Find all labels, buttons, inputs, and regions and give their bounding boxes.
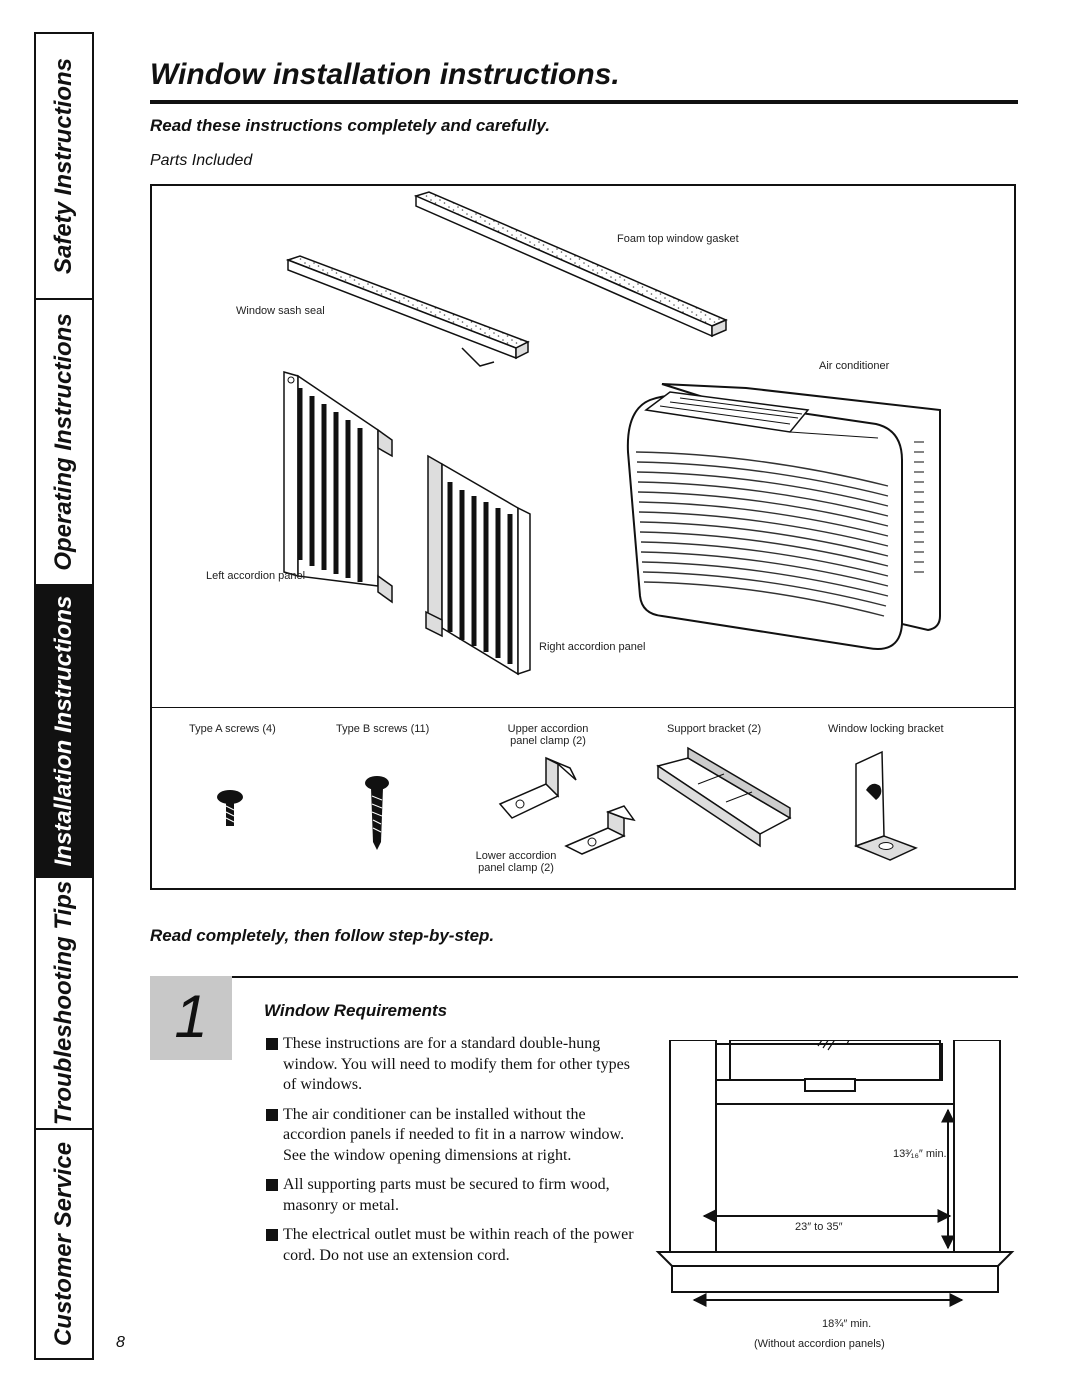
list-item: The electrical outlet must be within reach of the power cord. Do not use an extension cord. xyxy=(266,1225,636,1266)
tab-operating-instructions[interactable] xyxy=(36,300,92,586)
instructions-subtitle: Read these instructions completely and carefully. xyxy=(150,116,550,135)
section-tabs xyxy=(34,32,94,1360)
right-accordion-panel-illustration xyxy=(426,456,530,674)
tab-label: Customer Service xyxy=(50,1141,77,1347)
window-requirements-title: Window Requirements xyxy=(264,1001,448,1020)
step-number: 1 xyxy=(174,983,208,1050)
page-title: Window installation instructions. xyxy=(150,58,620,91)
title-rule xyxy=(150,100,1018,104)
lower-clamp-label-line1: Lower accordion xyxy=(475,850,557,862)
support-bracket-label: Support bracket (2) xyxy=(667,723,762,735)
foam-gasket-label: Foam top window gasket xyxy=(617,233,739,245)
support-bracket-illustration xyxy=(658,748,790,846)
foam-gasket-illustration xyxy=(416,192,726,336)
tab-label: Troubleshooting Tips xyxy=(50,880,77,1126)
sill-dimension-note: (Without accordion panels) xyxy=(754,1338,885,1350)
list-item: The air conditioner can be installed without the accordion panels if needed to fit in a narrow window. See the window opening dimensions at right. xyxy=(266,1105,636,1167)
upper-clamp-label-line1: Upper accordion xyxy=(507,723,589,735)
upper-clamp-label-line2: panel clamp (2) xyxy=(510,735,586,747)
upper-clamp-label xyxy=(488,723,608,747)
air-conditioner-illustration xyxy=(628,384,940,649)
parts-included-label: Parts Included xyxy=(150,152,253,169)
tab-safety-instructions[interactable] xyxy=(36,34,92,300)
tab-installation-instructions[interactable] xyxy=(36,586,92,878)
tab-label: Installation Instructions xyxy=(50,595,77,867)
sill-dimension-label: 18¾″ min. xyxy=(822,1318,872,1330)
width-dimension-label: 23″ to 35″ xyxy=(795,1221,843,1233)
type-a-screws-label: Type A screws (4) xyxy=(189,723,276,735)
list-item: All supporting parts must be secured to firm wood, masonry or metal. xyxy=(266,1175,636,1216)
window-opening-diagram xyxy=(650,1040,1020,1310)
step-rule xyxy=(150,976,1018,978)
parts-illustration xyxy=(150,184,1016,890)
right-accordion-panel-label: Right accordion panel xyxy=(539,641,646,653)
left-accordion-panel-illustration xyxy=(284,372,392,602)
locking-bracket-illustration xyxy=(856,752,916,860)
height-dimension-label: 13³⁄₁₆″ min. xyxy=(893,1148,947,1160)
type-a-screw-illustration xyxy=(217,790,243,826)
air-conditioner-label: Air conditioner xyxy=(819,360,890,372)
locking-bracket-label: Window locking bracket xyxy=(828,723,944,735)
lower-clamp-label xyxy=(456,850,576,874)
tab-customer-service[interactable] xyxy=(36,1130,92,1358)
step-number-box xyxy=(150,976,232,1060)
upper-clamp-illustration xyxy=(500,758,576,818)
requirements-list xyxy=(266,1034,636,1275)
tab-troubleshooting-tips[interactable] xyxy=(36,878,92,1130)
tab-label: Operating Instructions xyxy=(50,313,77,571)
page-number: 8 xyxy=(116,1334,125,1351)
step-intro: Read completely, then follow step-by-step. xyxy=(150,926,495,945)
type-b-screw-illustration xyxy=(365,776,389,850)
tab-label: Safety Instructions xyxy=(50,57,77,275)
type-b-screws-label: Type B screws (11) xyxy=(336,723,430,735)
lower-clamp-label-line2: panel clamp (2) xyxy=(478,862,554,874)
list-item: These instructions are for a standard double-hung window. You will need to modify them for other types of windows. xyxy=(266,1034,636,1096)
sash-seal-label: Window sash seal xyxy=(236,305,325,317)
left-accordion-panel-label: Left accordion panel xyxy=(206,570,306,582)
lower-clamp-illustration xyxy=(566,806,634,854)
